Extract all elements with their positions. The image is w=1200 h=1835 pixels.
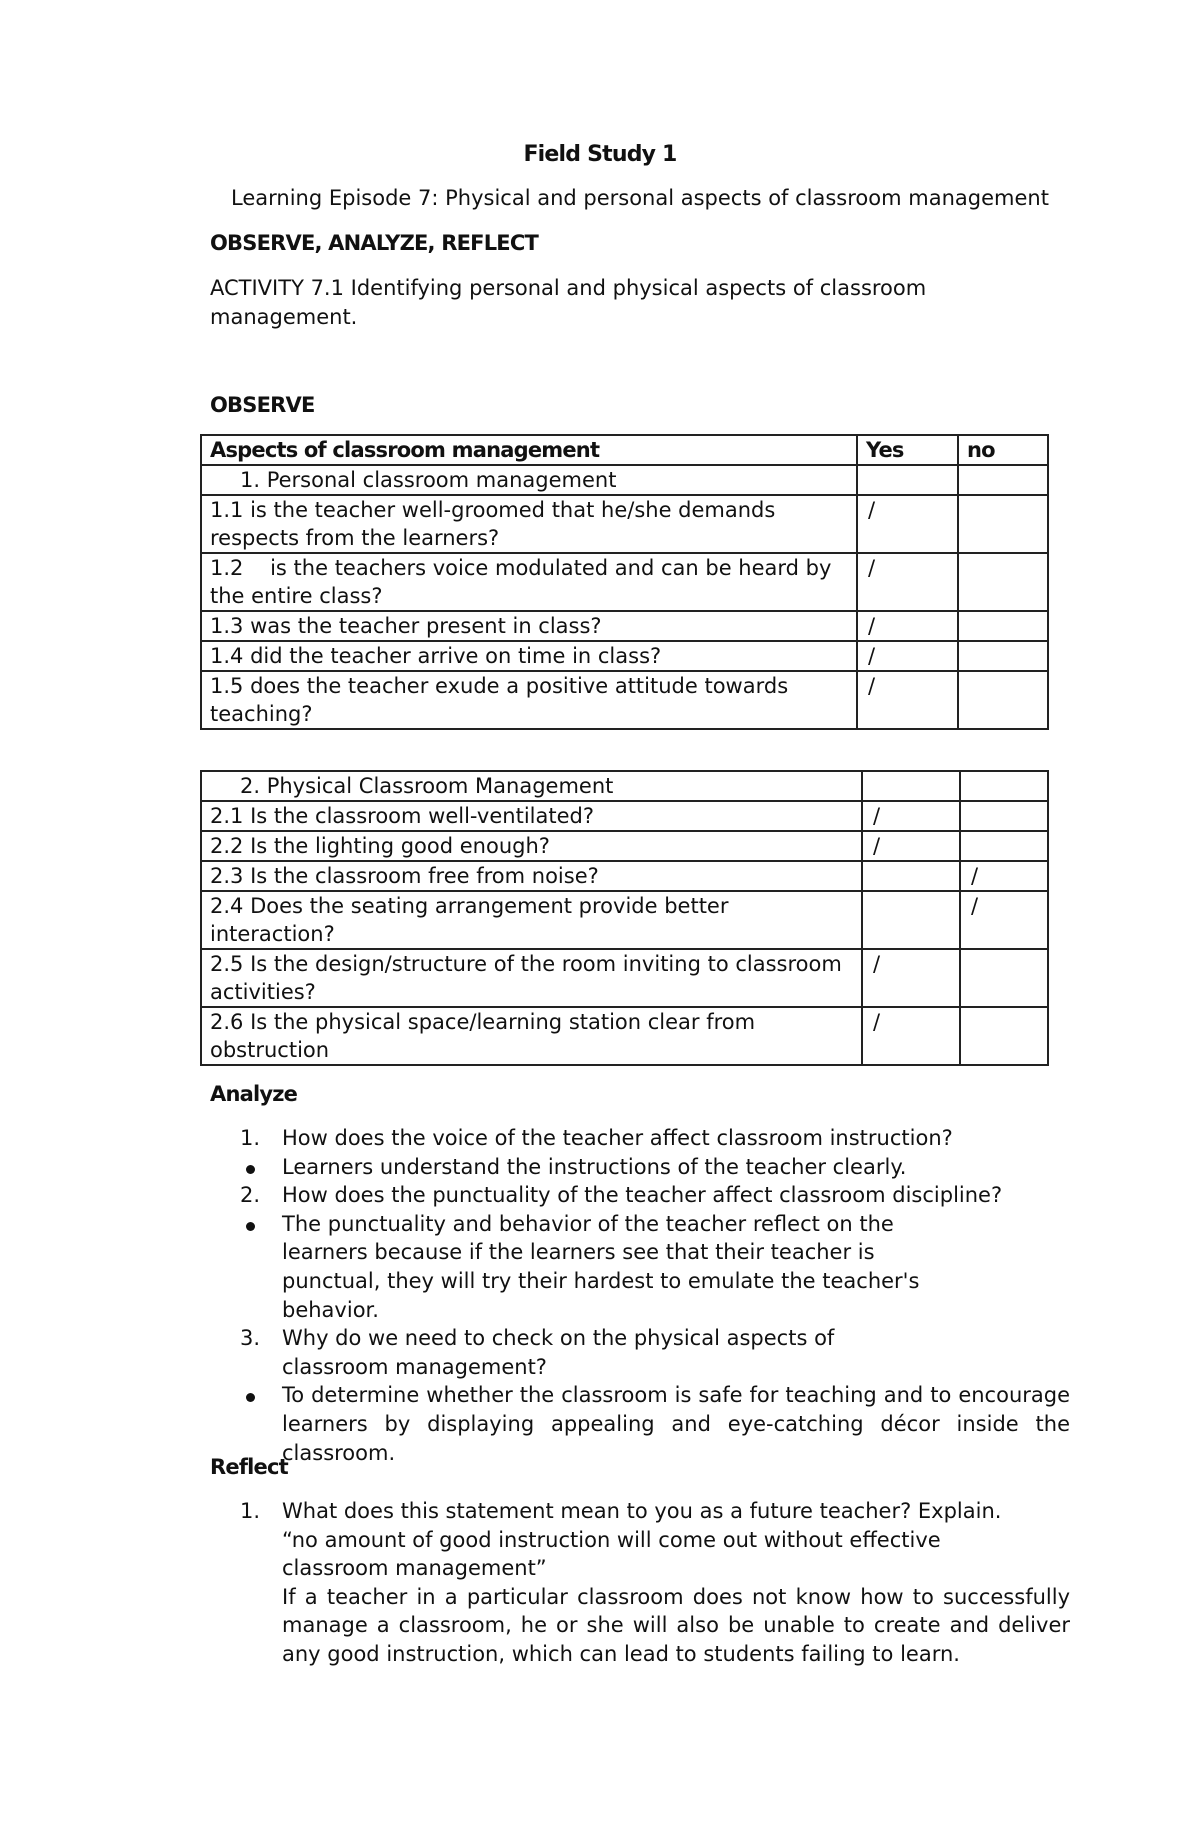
no-cell: / <box>960 861 1048 891</box>
episode-subtitle: Learning Episode 7: Physical and personal aspects of classroom management <box>231 186 1049 210</box>
bullet-icon <box>246 1222 255 1231</box>
document-title: Field Study 1 <box>523 142 677 167</box>
no-cell <box>958 641 1048 671</box>
question-cell: 2.4 Does the seating arrangement provide better interaction? <box>201 891 862 949</box>
no-cell <box>958 553 1048 611</box>
section-title: 2. Physical Classroom Management <box>201 771 862 801</box>
list-item <box>240 1210 1070 1324</box>
table-row <box>201 949 1048 1007</box>
table-row <box>201 891 1048 949</box>
no-cell <box>960 831 1048 861</box>
list-item <box>240 1583 1070 1669</box>
list-item <box>240 1497 1070 1583</box>
question-cell: 2.6 Is the physical space/learning station clear from obstruction <box>201 1007 862 1065</box>
yes-cell: / <box>862 949 960 1007</box>
yes-cell: / <box>857 671 958 729</box>
table-row <box>201 641 1048 671</box>
analyze-question-2: How does the punctuality of the teacher affect classroom discipline? <box>282 1183 1003 1208</box>
analyze-answer-1: Learners understand the instructions of the teacher clearly. <box>282 1154 907 1179</box>
question-cell: 1.2 is the teachers voice modulated and can be heard by the entire class? <box>201 553 857 611</box>
yes-cell: / <box>862 801 960 831</box>
no-cell <box>960 801 1048 831</box>
list-item <box>240 1181 1070 1210</box>
yes-cell: / <box>857 611 958 641</box>
observe-heading: OBSERVE <box>210 393 315 417</box>
analyze-answer-3: To determine whether the classroom is safe for teaching and to encourage learners by displaying appealing and eye-catching décor inside the classroom. <box>282 1383 1070 1465</box>
no-cell <box>960 771 1048 801</box>
activity-line-2: management. <box>210 305 358 329</box>
table-row <box>201 611 1048 641</box>
section-row <box>201 771 1048 801</box>
table-row <box>201 831 1048 861</box>
analyze-answer-2: The punctuality and behavior of the teacher reflect on the learners because if the learners see that their teacher is punctual, they will try their hardest to emulate the teacher's behavior. <box>282 1211 920 1322</box>
analyze-heading: Analyze <box>210 1082 298 1106</box>
list-number: 2. <box>240 1183 261 1208</box>
question-cell: 1.5 does the teacher exude a positive attitude towards teaching? <box>201 671 857 729</box>
section-row <box>201 465 1048 495</box>
table-row <box>201 495 1048 553</box>
question-cell: 2.5 Is the design/structure of the room inviting to classroom activities? <box>201 949 862 1007</box>
reflect-answer-1: If a teacher in a particular classroom does not know how to successfully manage a classroom, he or she will also be unable to create and deliver any good instruction, which can lead to students failing to learn. <box>282 1584 1070 1666</box>
table-row <box>201 1007 1048 1065</box>
list-number: 1. <box>240 1499 261 1523</box>
question-cell: 2.2 Is the lighting good enough? <box>201 831 862 861</box>
question-cell: 1.1 is the teacher well-groomed that he/she demands respects from the learners? <box>201 495 857 553</box>
table-row <box>201 671 1048 729</box>
no-cell <box>958 671 1048 729</box>
yes-column-header: Yes <box>857 435 958 465</box>
table-row <box>201 801 1048 831</box>
list-item <box>240 1381 1070 1467</box>
question-cell: 1.4 did the teacher arrive on time in class? <box>201 641 857 671</box>
question-cell: 2.3 Is the classroom free from noise? <box>201 861 862 891</box>
no-cell <box>960 1007 1048 1065</box>
yes-cell: / <box>857 641 958 671</box>
personal-management-table <box>200 434 1049 730</box>
question-cell: 1.3 was the teacher present in class? <box>201 611 857 641</box>
section-label: OBSERVE, ANALYZE, REFLECT <box>210 231 538 255</box>
physical-management-table <box>200 770 1049 1066</box>
no-cell <box>958 611 1048 641</box>
question-cell: 2.1 Is the classroom well-ventilated? <box>201 801 862 831</box>
table-row <box>201 861 1048 891</box>
yes-cell: / <box>857 495 958 553</box>
yes-cell <box>862 861 960 891</box>
reflect-list <box>240 1497 1070 1669</box>
yes-cell: / <box>862 831 960 861</box>
list-number: 3. <box>240 1326 261 1351</box>
analyze-question-3: Why do we need to check on the physical aspects of classroom management? <box>282 1326 835 1379</box>
no-cell: / <box>960 891 1048 949</box>
list-item <box>240 1153 1070 1182</box>
yes-cell: / <box>862 1007 960 1065</box>
no-column-header: no <box>958 435 1048 465</box>
list-number: 1. <box>240 1126 261 1150</box>
yes-cell <box>862 891 960 949</box>
aspect-column-header: Aspects of classroom management <box>201 435 857 465</box>
no-cell <box>958 465 1048 495</box>
no-cell <box>958 495 1048 553</box>
activity-line-1: ACTIVITY 7.1 Identifying personal and physical aspects of classroom <box>210 276 927 300</box>
yes-cell: / <box>857 553 958 611</box>
yes-cell <box>862 771 960 801</box>
bullet-icon <box>246 1393 255 1402</box>
yes-cell <box>857 465 958 495</box>
list-item <box>240 1124 1070 1153</box>
table-header-row <box>201 435 1048 465</box>
section-title: 1. Personal classroom management <box>201 465 857 495</box>
bullet-icon <box>246 1165 255 1174</box>
reflect-heading: Reflect <box>210 1455 288 1479</box>
list-item <box>240 1324 1070 1381</box>
table-row <box>201 553 1048 611</box>
no-cell <box>960 949 1048 1007</box>
analyze-list <box>240 1124 1070 1467</box>
reflect-question-1: What does this statement mean to you as a future teacher? Explain. “no amount of good instruction will come out without effective classroom management” <box>282 1499 1002 1581</box>
analyze-question-1: How does the voice of the teacher affect classroom instruction? <box>282 1126 953 1150</box>
